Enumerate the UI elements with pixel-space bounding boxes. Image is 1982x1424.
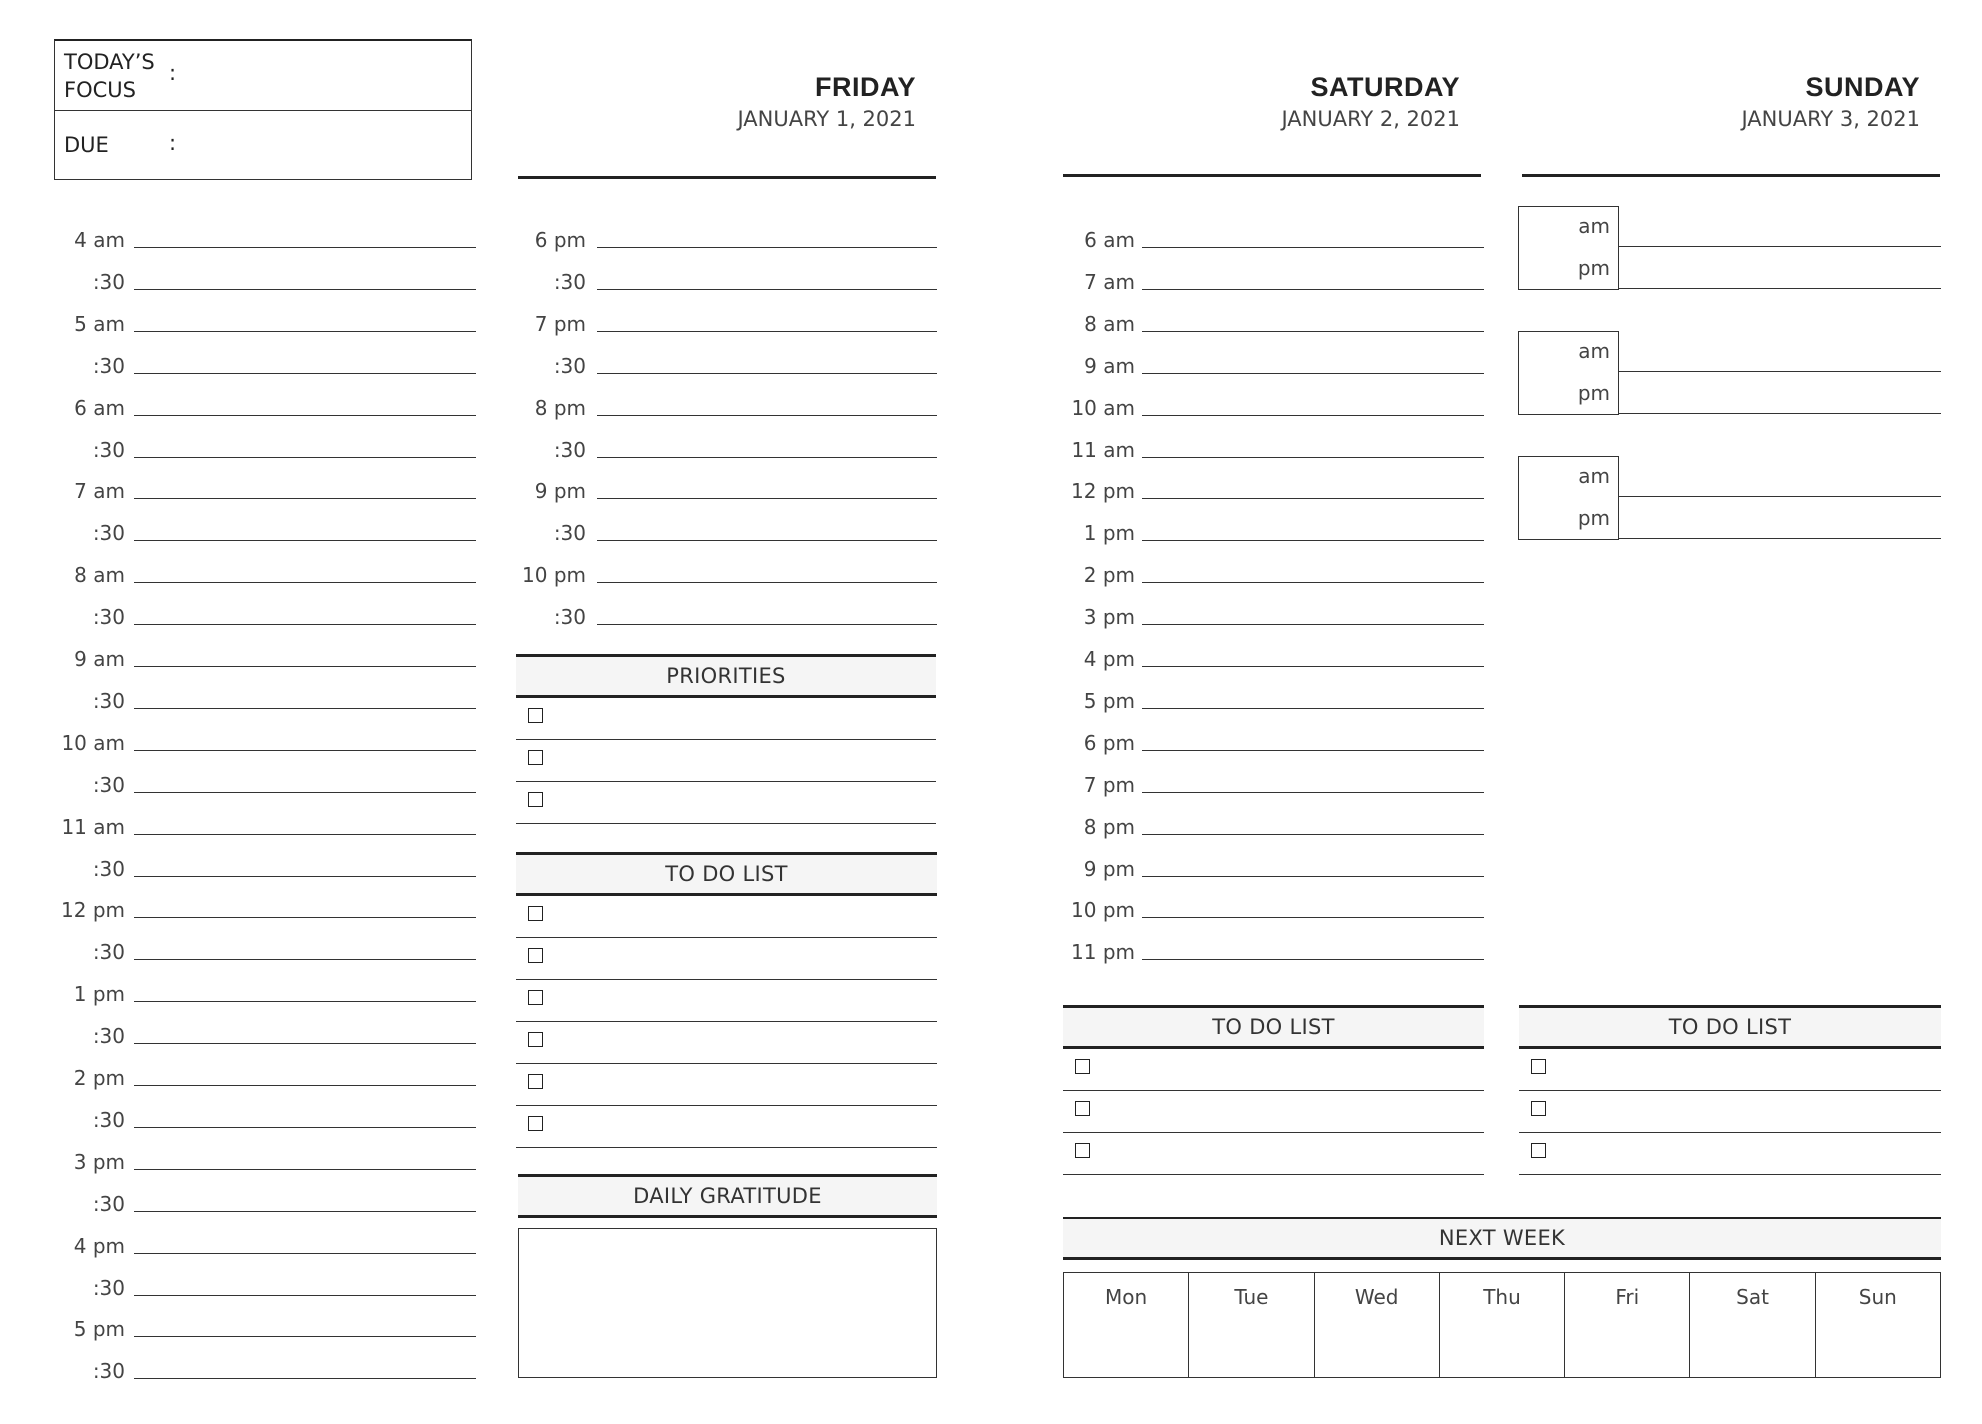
friday-evening-time-label: :30 (553, 269, 586, 294)
next-week-day-tue[interactable]: Tue (1189, 1273, 1314, 1377)
sunday-pm-label: pm (1577, 256, 1610, 280)
sunday-header-rule (1522, 174, 1940, 177)
friday-evening-line (597, 582, 937, 583)
friday-evening-time-label: 9 pm (534, 479, 586, 504)
friday-evening-time-label: 10 pm (522, 563, 586, 588)
priority-checkbox[interactable] (528, 708, 543, 723)
friday-morning-time-label: 5 pm (73, 1317, 125, 1342)
friday-evening-line (597, 457, 937, 458)
saturday-line (1142, 540, 1484, 541)
saturday-time-label: 11 pm (1071, 940, 1135, 965)
sunday-todo-checkbox[interactable] (1531, 1059, 1546, 1074)
due-label: DUE (64, 133, 109, 157)
friday-morning-line (134, 373, 476, 374)
friday-evening-time-label: :30 (553, 437, 586, 462)
saturday-line (1142, 792, 1484, 793)
sunday-date: JANUARY 3, 2021 (1741, 107, 1920, 131)
friday-todo-checkbox[interactable] (528, 948, 543, 963)
friday-evening-line (597, 289, 937, 290)
friday-morning-time-label: 10 am (61, 730, 125, 755)
sunday-todo-header: TO DO LIST (1519, 1005, 1941, 1049)
friday-evening-line (597, 624, 937, 625)
saturday-time-label: 1 pm (1083, 521, 1135, 546)
friday-morning-line (134, 1043, 476, 1044)
friday-morning-time-label: :30 (92, 605, 125, 630)
friday-morning-time-label: 6 am (74, 395, 125, 420)
friday-header (640, 72, 916, 131)
friday-todo-checkbox[interactable] (528, 1116, 543, 1131)
saturday-line (1142, 331, 1484, 332)
friday-morning-line (134, 331, 476, 332)
friday-morning-time-label: 7 am (74, 479, 125, 504)
friday-morning-time-label: :30 (92, 772, 125, 797)
friday-date: JANUARY 1, 2021 (737, 107, 916, 131)
sunday-todo-line (1519, 1090, 1941, 1091)
friday-morning-line (134, 1169, 476, 1170)
sunday-am-line[interactable] (1619, 496, 1941, 497)
friday-evening-line (597, 247, 937, 248)
friday-morning-time-label: 3 pm (73, 1149, 125, 1174)
friday-morning-time-label: :30 (92, 521, 125, 546)
saturday-todo-line (1063, 1174, 1484, 1175)
sunday-am-line[interactable] (1619, 246, 1941, 247)
friday-todo-line (516, 979, 937, 980)
saturday-time-label: 7 am (1084, 269, 1135, 294)
saturday-time-label: 8 am (1084, 311, 1135, 336)
saturday-header (1180, 72, 1460, 131)
saturday-line (1142, 415, 1484, 416)
gratitude-header: DAILY GRATITUDE (518, 1174, 937, 1218)
friday-morning-line (134, 1211, 476, 1212)
saturday-todo-line (1063, 1132, 1484, 1133)
friday-morning-line (134, 498, 476, 499)
focus-colon: : (169, 61, 177, 85)
due-colon: : (169, 131, 177, 155)
focus-box (54, 39, 472, 180)
friday-evening-line (597, 331, 937, 332)
friday-evening-time-label: 7 pm (534, 311, 586, 336)
next-week-day-sun[interactable]: Sun (1858, 1285, 1897, 1309)
gratitude-box[interactable] (518, 1228, 937, 1378)
priority-line (516, 823, 936, 824)
friday-morning-line (134, 876, 476, 877)
friday-morning-time-label: :30 (92, 940, 125, 965)
friday-todo-line (516, 1147, 937, 1148)
next-week-day-mon[interactable]: Mon (1064, 1273, 1189, 1377)
friday-header-rule (518, 176, 936, 179)
saturday-line (1142, 876, 1484, 877)
sunday-pm-label: pm (1577, 381, 1610, 405)
sunday-day-name: SUNDAY (1805, 72, 1920, 102)
saturday-time-label: 8 pm (1083, 814, 1135, 839)
friday-morning-time-label: :30 (92, 1359, 125, 1384)
saturday-line (1142, 708, 1484, 709)
friday-morning-time-label: :30 (92, 1024, 125, 1049)
saturday-line (1142, 498, 1484, 499)
sunday-am-label: am (1578, 214, 1610, 238)
sunday-pm-line[interactable] (1619, 288, 1941, 289)
sunday-pm-line[interactable] (1619, 538, 1941, 539)
saturday-time-label: 6 am (1084, 228, 1135, 252)
friday-morning-line (134, 917, 476, 918)
friday-todo-checkbox[interactable] (528, 1074, 543, 1089)
saturday-line (1142, 247, 1484, 248)
friday-morning-line (134, 1253, 476, 1254)
saturday-time-label: 4 pm (1083, 647, 1135, 671)
saturday-time-label: 10 pm (1071, 898, 1135, 923)
due-row[interactable] (55, 111, 471, 180)
sunday-pm-label: pm (1577, 506, 1610, 530)
saturday-line (1142, 917, 1484, 918)
friday-morning-line (134, 708, 476, 709)
saturday-time-label: 11 am (1071, 437, 1135, 462)
friday-evening-line (597, 540, 937, 541)
saturday-time-label: 7 pm (1083, 772, 1135, 797)
friday-morning-time-label: 8 am (74, 563, 125, 588)
friday-evening-time-label: 6 pm (534, 228, 586, 252)
saturday-time-label: 3 pm (1083, 605, 1135, 630)
next-week-header: NEXT WEEK (1063, 1217, 1941, 1260)
friday-morning-time-label: :30 (92, 269, 125, 294)
saturday-time-label: 5 pm (1083, 688, 1135, 713)
saturday-line (1142, 834, 1484, 835)
next-week-grid (1063, 1272, 1941, 1378)
friday-morning-time-label: 11 am (61, 814, 125, 839)
friday-morning-line (134, 1085, 476, 1086)
friday-morning-time-label: :30 (92, 1107, 125, 1132)
saturday-line (1142, 750, 1484, 751)
saturday-day-name: SATURDAY (1310, 72, 1460, 102)
friday-morning-line (134, 247, 476, 248)
priorities-header: PRIORITIES (516, 654, 936, 698)
friday-morning-time-label: :30 (92, 1191, 125, 1216)
saturday-line (1142, 959, 1484, 960)
friday-morning-line (134, 1295, 476, 1296)
friday-evening-time-label: :30 (553, 521, 586, 546)
todays-focus-label: TODAY’S FOCUS (64, 50, 155, 102)
friday-evening-time-label: :30 (553, 605, 586, 630)
friday-morning-time-label: 9 am (74, 647, 125, 671)
next-week-day-fri[interactable]: Fri (1565, 1273, 1690, 1377)
friday-day-name: FRIDAY (814, 72, 916, 102)
friday-todo-line (516, 1105, 937, 1106)
friday-morning-time-label: :30 (92, 688, 125, 713)
friday-morning-time-label: 5 am (74, 311, 125, 336)
friday-morning-time-label: 4 pm (73, 1233, 125, 1258)
friday-todo-checkbox[interactable] (528, 1032, 543, 1047)
friday-morning-time-label: 1 pm (73, 982, 125, 1007)
priority-checkbox[interactable] (528, 792, 543, 807)
saturday-line (1142, 457, 1484, 458)
saturday-time-label: 2 pm (1083, 563, 1135, 588)
friday-morning-time-label: :30 (92, 1275, 125, 1300)
friday-evening-line (597, 373, 937, 374)
sunday-todo-line (1519, 1174, 1941, 1175)
friday-evening-line (597, 498, 937, 499)
friday-morning-time-label: 4 am (74, 228, 125, 252)
friday-morning-time-label: :30 (92, 353, 125, 378)
friday-morning-line (134, 750, 476, 751)
friday-morning-line (134, 1127, 476, 1128)
friday-morning-line (134, 666, 476, 667)
saturday-time-label: 12 pm (1071, 479, 1135, 504)
sunday-todo-checkbox[interactable] (1531, 1101, 1546, 1116)
sunday-am-line[interactable] (1619, 371, 1941, 372)
friday-todo-line (516, 1021, 937, 1022)
priority-line (516, 781, 936, 782)
saturday-time-label: 9 am (1084, 353, 1135, 378)
sunday-am-label: am (1578, 464, 1610, 488)
friday-morning-time-label: 12 pm (61, 898, 125, 923)
next-week-day-thu[interactable]: Thu (1440, 1273, 1565, 1377)
next-week-day-wed[interactable]: Wed (1315, 1273, 1440, 1377)
friday-morning-line (134, 834, 476, 835)
sunday-pm-line[interactable] (1619, 413, 1941, 414)
saturday-todo-checkbox[interactable] (1075, 1143, 1090, 1158)
saturday-todo-header: TO DO LIST (1063, 1005, 1484, 1049)
sunday-header (1640, 72, 1920, 131)
friday-morning-time-label: :30 (92, 856, 125, 881)
sunday-todo-line (1519, 1132, 1941, 1133)
friday-morning-line (134, 415, 476, 416)
friday-morning-time-label: :30 (92, 437, 125, 462)
saturday-todo-line (1063, 1090, 1484, 1091)
saturday-todo-checkbox[interactable] (1075, 1059, 1090, 1074)
saturday-line (1142, 373, 1484, 374)
saturday-line (1142, 666, 1484, 667)
saturday-time-label: 6 pm (1083, 730, 1135, 755)
saturday-line (1142, 582, 1484, 583)
next-week-day-sat[interactable]: Sat (1690, 1273, 1815, 1377)
saturday-date: JANUARY 2, 2021 (1281, 107, 1460, 131)
friday-morning-line (134, 1001, 476, 1002)
priority-checkbox[interactable] (528, 750, 543, 765)
todays-focus-row[interactable] (55, 41, 471, 111)
sunday-am-label: am (1578, 339, 1610, 363)
saturday-line (1142, 624, 1484, 625)
friday-todo-checkbox[interactable] (528, 990, 543, 1005)
priority-line (516, 739, 936, 740)
friday-evening-time-label: 8 pm (534, 395, 586, 420)
saturday-time-label: 10 am (1071, 395, 1135, 420)
friday-morning-time-label: 2 pm (73, 1066, 125, 1090)
saturday-line (1142, 289, 1484, 290)
friday-todo-header: TO DO LIST (516, 852, 937, 896)
saturday-time-label: 9 pm (1083, 856, 1135, 881)
friday-todo-checkbox[interactable] (528, 906, 543, 921)
friday-morning-line (134, 582, 476, 583)
friday-evening-line (597, 415, 937, 416)
saturday-todo-checkbox[interactable] (1075, 1101, 1090, 1116)
friday-morning-line (134, 1336, 476, 1337)
sunday-todo-checkbox[interactable] (1531, 1143, 1546, 1158)
friday-morning-line (134, 959, 476, 960)
friday-morning-line (134, 540, 476, 541)
friday-evening-time-label: :30 (553, 353, 586, 378)
friday-morning-line (134, 624, 476, 625)
friday-morning-line (134, 457, 476, 458)
friday-morning-line (134, 289, 476, 290)
friday-todo-line (516, 1063, 937, 1064)
friday-morning-line (134, 792, 476, 793)
friday-todo-line (516, 937, 937, 938)
saturday-header-rule (1063, 174, 1481, 177)
friday-morning-line (134, 1378, 476, 1379)
